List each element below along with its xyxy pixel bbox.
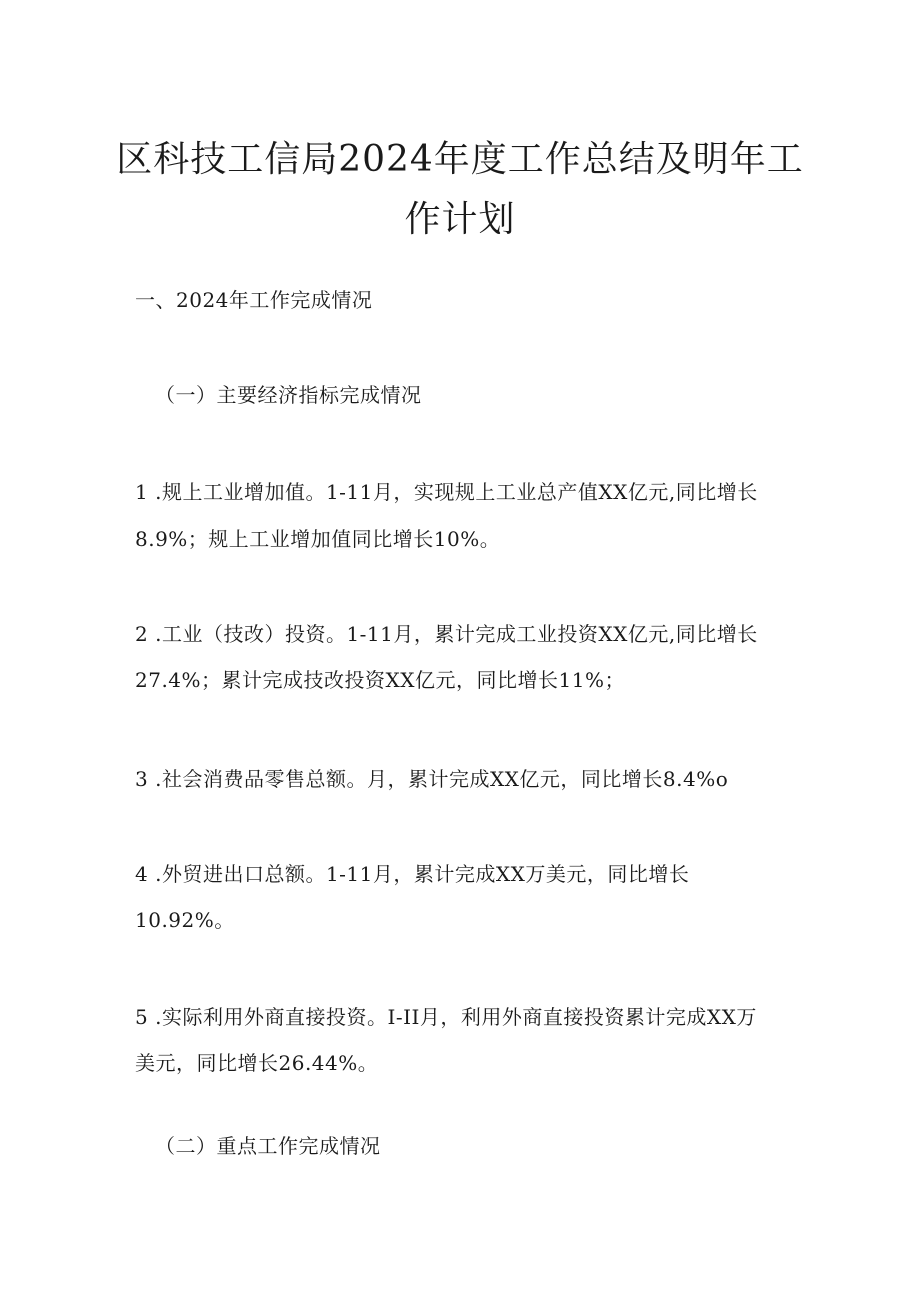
subsection-heading-1: （一）主要经济指标完成情况 bbox=[155, 383, 422, 407]
item-4-line-1: 4 .外贸进出口总额。1-11月，累计完成XX万美元，同比增长 bbox=[135, 862, 690, 886]
item-3-line-1: 3 .社会消费品零售总额。月，累计完成XX亿元，同比增长8.4%o bbox=[135, 767, 729, 791]
item-1-line-2: 8.9%；规上工业增加值同比增长10%。 bbox=[135, 527, 501, 551]
item-4-line-2: 10.92%。 bbox=[135, 908, 235, 932]
section-heading-1: 一、2024年工作完成情况 bbox=[135, 288, 373, 312]
document-title-line-2: 作计划 bbox=[404, 199, 516, 240]
document-title-line-1: 区科技工信局2024年度工作总结及明年工 bbox=[116, 139, 804, 180]
item-2-line-2: 27.4%；累计完成技改投资XX亿元，同比增长11%； bbox=[135, 668, 625, 692]
item-1-line-1: 1 .规上工业增加值。1-11月，实现规上工业总产值XX亿元,同比增长 bbox=[135, 480, 758, 504]
item-5-line-2: 美元，同比增长26.44%。 bbox=[135, 1051, 379, 1075]
item-2-line-1: 2 .工业（技改）投资。1-11月，累计完成工业投资XX亿元,同比增长 bbox=[135, 622, 758, 646]
subsection-heading-2: （二）重点工作完成情况 bbox=[155, 1134, 381, 1158]
item-5-line-1: 5 .实际利用外商直接投资。I-II月，利用外商直接投资累计完成XX万 bbox=[135, 1005, 757, 1029]
